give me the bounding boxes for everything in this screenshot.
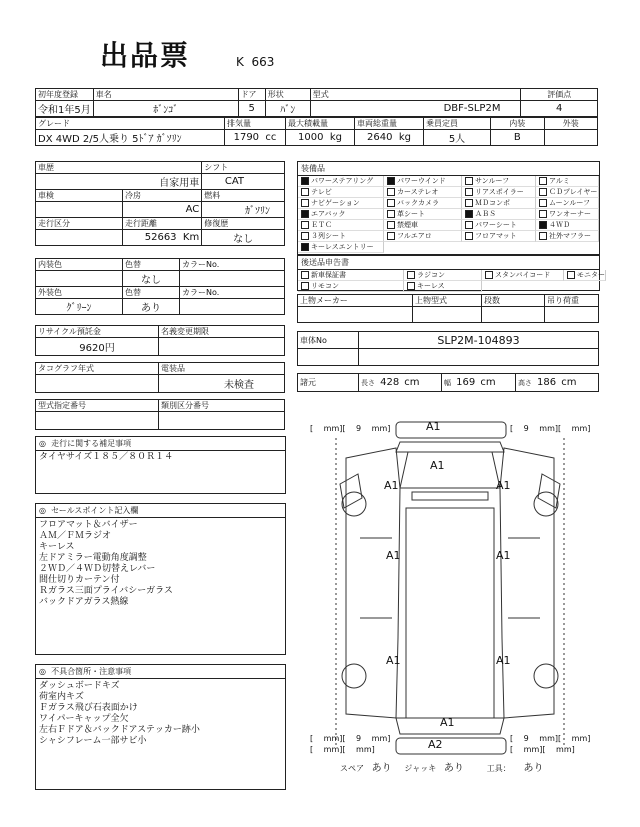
score-value: 4 [521,101,598,117]
equipment-item: ３列シート [298,231,384,242]
page-title: 出品票 [100,39,191,72]
lot-number: K 663 [236,55,275,69]
exterior-grade-value [544,130,598,146]
equipment-value: 未検査 [159,375,285,393]
unchecked-box-icon [301,221,309,229]
int-color-change-value: なし [123,271,180,287]
checked-box-icon [539,221,547,229]
equipment-item: カーステレオ [384,187,462,198]
equipment-item: モニター [564,270,606,281]
mark-right-mid: A1 [496,549,511,562]
sales-line: フロアマット＆バイザー [39,520,138,530]
tread-bottom-right-1: [ 9 mm][ mm] [510,734,591,743]
equipment-item: 禁煙車 [384,220,462,231]
equipment-item: ＥＴＣ [298,220,384,231]
length-cell: 長さ 428 cm [359,374,442,392]
unchecked-box-icon [301,271,309,279]
height-cell: 高さ 186 cm [515,374,598,392]
mark-left-mid: A1 [386,549,401,562]
chassis-value: SLP2M-104893 [359,332,599,349]
unchecked-box-icon [567,271,575,279]
self-report-box: 後送品申告書 新車保証書 ラジコン スタンバイコード モニター リモコン キーレス [297,255,600,291]
equipment-item: 社外マフラー [536,231,599,242]
unchecked-box-icon [407,282,415,290]
mark-hood: A1 [430,459,445,472]
body-shape-value: ﾊﾞﾝ [265,101,310,117]
equipment-item: リモコン [298,281,404,292]
unchecked-box-icon [387,232,395,240]
unchecked-box-icon [387,188,395,196]
defect-line: 左右Ｆドア＆バックドアステッカー跡小 [39,725,200,735]
equipment-item: ＭＤコンポ [462,198,536,209]
equipment-box: 装備品 パワーステアリング パワーウインド サンルーフ アルミ テレビ カーステレオ リアスポイラー ＣＤプレイヤー ナビゲーション バックカメラ ＭＤコンポ ムーンルーフ エアバック 革シート ＡＢＳ ワンオーナー ＥＴＣ 禁煙車 パワーシート ４ＷＤ ３列シート フルエアロ フロアマット 社外マフラー キーレスエントリー [297,161,600,255]
vehicle-damage-diagram [300,418,600,758]
doors-value: 5 [238,101,265,117]
tools-value: あり [523,763,544,774]
equipment-item: ナビゲーション [298,198,384,209]
unchecked-box-icon [465,221,473,229]
equipment-item: ＣＤプレイヤー [536,187,599,198]
capacity-value: 5人 [424,130,491,146]
vehicle-info-table: 車歴 シフト 自家用車 CAT 車検 冷房 燃料 AC ｶﾞｿﾘﾝ 走行区分 走行距離 修復歴 52663 Km なし [35,161,285,246]
unchecked-box-icon [387,221,395,229]
sales-line: ＡＭ／ＦＭラジオ [39,531,112,541]
model-name-value: ﾎﾞﾝｺﾞ [93,101,238,117]
recycle-value: 9620円 [36,338,159,356]
equipment-item: パワーステアリング [298,176,384,187]
defects-box: ◎ 不具合箇所・注意事項 ダッシュボードキズ 荷室内キズ Ｆガラス飛び石表面かけ ワイパーキャップ全欠 左右Ｆドア＆バックドアステッカー跡小 シャシフレーム一部サビ小 [35,664,286,790]
unchecked-box-icon [301,188,309,196]
displacement-value: 1790 cc [225,130,286,146]
checked-box-icon [387,177,395,185]
basic-info-table: 初年度登録 車名 ドア 形状 型式 評価点 令和1年5月 ﾎﾞﾝｺﾞ 5 ﾊﾞﾝ DBF-SLP2M 4 [35,88,598,117]
unchecked-box-icon [465,188,473,196]
equipment-item: エアバック [298,209,384,220]
tread-bottom-right-2: [ mm][ mm] [510,745,575,754]
color-table: 内装色 色替 カラーNo. なし 外装色 色替 カラーNo. ｸﾞﾘｰﾝ あり [35,258,285,315]
history-value: 自家用車 [36,174,202,190]
mark-rear-bumper: A2 [428,738,443,751]
sales-line: Ｒガラス三面プライバシーガラス [39,586,173,596]
ext-color-change-value: あり [123,299,180,315]
equipment-item: フルエアロ [384,231,462,242]
unchecked-box-icon [465,177,473,185]
tread-bottom-left-1: [ mm][ 9 mm] [310,734,391,743]
unchecked-box-icon [485,271,493,279]
ac-value: AC [123,202,202,218]
sales-line: ２ＷＤ／４ＷＤ切替えレバー [39,564,156,574]
defect-line: シャシフレーム一部サビ小 [39,736,147,746]
upper-body-table: 上物メーカー 上物型式 段数 吊り荷重 [297,294,599,323]
tread-top-right: [ 9 mm][ mm] [510,424,591,433]
repair-value: なし [202,230,285,246]
driving-notes-box: ◎ 走行に関する補足事項 タイヤサイズ１８５／８０Ｒ１４ [35,436,286,494]
equipment-item: キーレスエントリー [298,242,384,253]
equipment-item: パワーシート [462,220,536,231]
fuel-value: ｶﾞｿﾘﾝ [202,202,285,218]
grade-table: グレード 排気量 最大積載量 車両総重量 乗員定員 内装 外装 DX 4WD 2/5人乗り 5ﾄﾞｱ ｶﾞｿﾘﾝ 1790 cc 1000 kg 2640 kg 5人 B [35,117,598,146]
unchecked-box-icon [539,188,547,196]
type-code-value: DBF-SLP2M [310,101,521,117]
chassis-table: 車体No SLP2M-104893 [297,331,599,366]
sales-points-box: ◎ セールスポイント記入欄 フロアマット＆バイザー ＡＭ／ＦＭラジオ キーレス 左ドアミラー電動角度調整 ２ＷＤ／４ＷＤ切替えレバー 間仕切りカーテン付 Ｒガラス三面プライバシーガラス バックドアガラス熱線 [35,503,286,655]
equipment-item: 新車保証書 [298,270,404,281]
unchecked-box-icon [539,199,547,207]
unchecked-box-icon [301,232,309,240]
spare-value: あり [371,763,392,774]
ext-color-value: ｸﾞﾘｰﾝ [36,299,123,315]
equipment-item: スタンバイコード [482,270,564,281]
accessories-footer: スペア あり ジャッキ あり 工具： あり [340,763,544,774]
equipment-item: パワーウインド [384,176,462,187]
unchecked-box-icon [387,199,395,207]
mark-right-rear: A1 [496,654,511,667]
equipment-item: テレビ [298,187,384,198]
checked-box-icon [301,177,309,185]
unchecked-box-icon [301,282,309,290]
max-load-value: 1000 kg [286,130,355,146]
mark-rear: A1 [440,716,455,729]
unchecked-box-icon [465,232,473,240]
equipment-item: リアスポイラー [462,187,536,198]
equipment-item: フロアマット [462,231,536,242]
sales-line: 左ドアミラー電動角度調整 [39,553,147,563]
jack-value: あり [443,763,464,774]
equipment-item: ムーンルーフ [536,198,599,209]
self-report-grid [298,270,605,292]
defect-line: ワイパーキャップ全欠 [39,714,129,724]
equipment-item: サンルーフ [462,176,536,187]
gross-weight-value: 2640 kg [355,130,424,146]
unchecked-box-icon [539,232,547,240]
equipment-item: ラジコン [404,270,482,281]
unchecked-box-icon [465,199,473,207]
grade-value: DX 4WD 2/5人乗り 5ﾄﾞｱ ｶﾞｿﾘﾝ [36,130,225,146]
equipment-item: ＡＢＳ [462,209,536,220]
equipment-item: ワンオーナー [536,209,599,220]
shift-value: CAT [202,174,285,190]
equipment-item: ４ＷＤ [536,220,599,231]
sales-line: バックドアガラス熱線 [39,597,129,607]
checked-box-icon [301,243,309,251]
driving-note-line: タイヤサイズ１８５／８０Ｒ１４ [39,452,174,462]
mark-left-rear: A1 [386,654,401,667]
checked-box-icon [301,210,309,218]
mark-right-front: A1 [496,479,511,492]
first-reg-value: 令和1年5月 [36,101,94,117]
recycle-table: リサイクル預託金 名義変更期限 9620円 [35,325,285,356]
equipment-item: キーレス [404,281,482,292]
unchecked-box-icon [387,210,395,218]
unchecked-box-icon [539,177,547,185]
sales-line: 間仕切りカーテン付 [39,575,120,585]
mark-front: A1 [426,420,441,433]
defect-line: ダッシュボードキズ [39,681,120,691]
tread-bottom-left-2: [ mm][ mm] [310,745,375,754]
tacho-table: タコグラフ年式 電装品 未検査 [35,362,285,393]
defect-line: 荷室内キズ [39,692,84,702]
tread-top-left: [ mm][ 9 mm] [310,424,391,433]
unchecked-box-icon [301,199,309,207]
defect-line: Ｆガラス飛び石表面かけ [39,703,138,713]
equipment-grid [298,176,599,253]
dimensions-table: 諸元 長さ 428 cm 幅 169 cm 高さ 186 cm [297,373,599,392]
mark-left-front: A1 [384,479,399,492]
unchecked-box-icon [539,210,547,218]
equipment-item: バックカメラ [384,198,462,209]
type-designation-table: 型式指定番号 類別区分番号 [35,399,285,430]
unchecked-box-icon [407,271,415,279]
equipment-item: 革シート [384,209,462,220]
interior-grade-value: B [491,130,545,146]
equipment-item: アルミ [536,176,599,187]
mileage-value: 52663 Km [123,230,202,246]
checked-box-icon [465,210,473,218]
sales-line: キーレス [39,542,75,552]
width-cell: 幅 169 cm [442,374,516,392]
